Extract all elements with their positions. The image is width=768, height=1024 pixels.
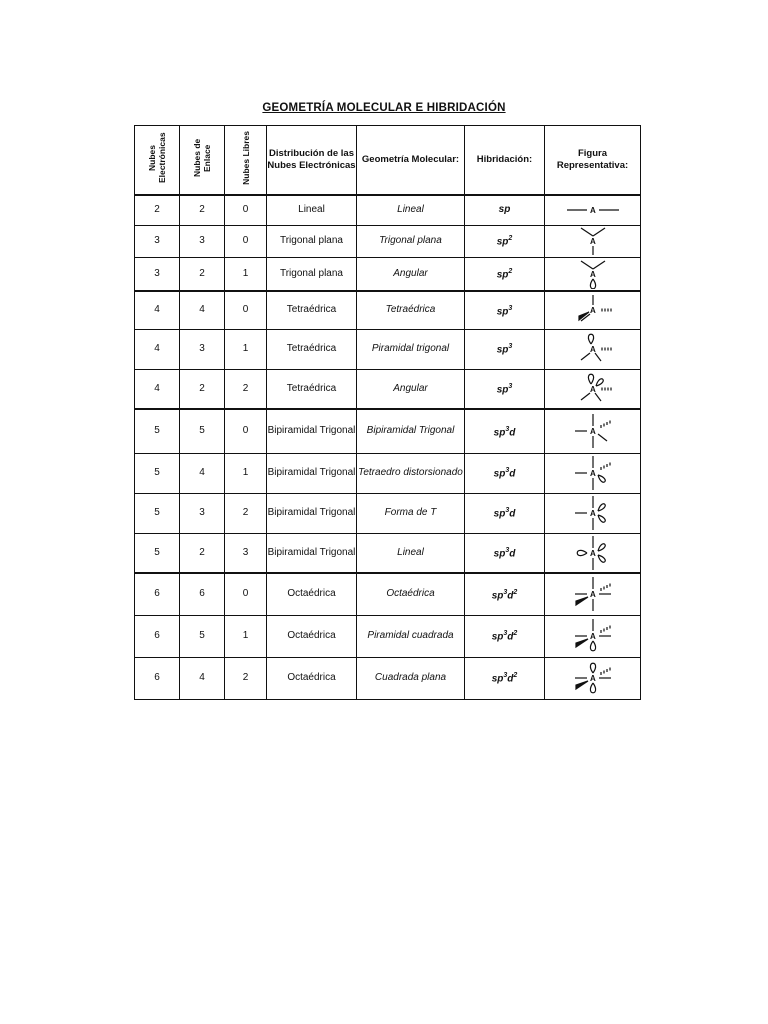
nubes-libres-cell: 0	[225, 573, 267, 615]
molecule-figure	[548, 455, 638, 491]
geometria-cell: Forma de T	[357, 493, 465, 533]
nubes-electronicas-cell: 3	[135, 225, 180, 257]
hyb-base: sp	[496, 305, 509, 317]
figura-cell	[545, 493, 641, 533]
geometria-cell: Tetraédrica	[357, 291, 465, 329]
header-nubes-electronicas-label: Nubes Electrónicas	[147, 132, 167, 184]
bond-line	[581, 261, 593, 269]
nubes-electronicas-cell: 2	[135, 195, 180, 225]
nubes-enlace-cell: 3	[180, 329, 225, 369]
table-row	[135, 329, 641, 369]
nubes-electronicas-cell: 5	[135, 409, 180, 453]
figura-cell	[545, 533, 641, 573]
central-atom-label: A	[589, 548, 596, 558]
lone-pair-lobe	[590, 279, 595, 289]
hyb-base: sp	[493, 548, 506, 560]
distribucion-cell: Lineal	[267, 195, 357, 225]
header-row	[135, 126, 641, 196]
geometry-table	[134, 125, 641, 700]
distribucion-cell: Tetraédrica	[267, 291, 357, 329]
central-atom-label: A	[589, 427, 596, 437]
geometria-cell: Piramidal cuadrada	[357, 615, 465, 657]
geometria-cell: Lineal	[357, 533, 465, 573]
figura-cell	[545, 657, 641, 699]
table-row	[135, 493, 641, 533]
hyb-base: sp	[496, 269, 509, 281]
hyb-p-exponent: 2	[508, 268, 513, 276]
nubes-libres-cell: 0	[225, 195, 267, 225]
nubes-libres-cell: 1	[225, 453, 267, 493]
nubes-libres-cell: 2	[225, 369, 267, 409]
hyb-p-exponent: 3	[508, 343, 513, 351]
hyb-d: d	[509, 548, 516, 560]
wedge-bond	[576, 639, 588, 647]
hyb-p-exponent: 3	[503, 588, 508, 596]
distribucion-cell: Bipiramidal Trigonal	[267, 493, 357, 533]
molecule-figure	[548, 293, 638, 327]
header-hibridacion: Hibridación:	[465, 126, 545, 196]
header-nubes-libres-label: Nubes Libres	[240, 131, 251, 185]
geometria-cell: Tetraedro distorsionado	[357, 453, 465, 493]
figura-cell	[545, 615, 641, 657]
bond-line	[595, 393, 601, 401]
figura-cell	[545, 329, 641, 369]
lone-pair-lobe	[598, 544, 605, 551]
nubes-enlace-cell: 2	[180, 533, 225, 573]
hibridacion-cell	[465, 453, 545, 493]
nubes-electronicas-cell: 3	[135, 257, 180, 291]
nubes-libres-cell: 1	[225, 329, 267, 369]
table-row	[135, 195, 641, 225]
table-row	[135, 615, 641, 657]
hyb-p-exponent: 3	[508, 304, 513, 312]
table-row	[135, 257, 641, 291]
distribucion-cell: Trigonal plana	[267, 225, 357, 257]
header-geometria: Geometría Molecular:	[357, 126, 465, 196]
hyb-p-exponent: 3	[505, 507, 510, 515]
header-figura: Figura Representativa:	[545, 126, 641, 196]
nubes-enlace-cell: 5	[180, 615, 225, 657]
hibridacion-cell	[465, 257, 545, 291]
central-atom-label: A	[589, 237, 596, 246]
nubes-enlace-cell: 2	[180, 257, 225, 291]
distribucion-cell: Bipiramidal Trigonal	[267, 533, 357, 573]
central-atom-label: A	[589, 306, 596, 316]
bond-line	[593, 228, 605, 236]
molecule-figure	[548, 535, 638, 571]
hyb-d-exponent: 2	[513, 588, 518, 596]
figura-cell	[545, 409, 641, 453]
wedge-bond	[576, 681, 588, 689]
hyb-p-exponent: 3	[505, 425, 510, 433]
molecule-figure	[548, 659, 638, 697]
nubes-electronicas-cell: 5	[135, 533, 180, 573]
hyb-d-exponent: 2	[513, 672, 518, 680]
nubes-electronicas-cell: 4	[135, 291, 180, 329]
geometria-cell: Octaédrica	[357, 573, 465, 615]
molecule-figure	[548, 371, 638, 407]
figura-cell	[545, 195, 641, 225]
table-row	[135, 573, 641, 615]
hyb-base: sp	[491, 631, 504, 643]
molecule-figure	[548, 575, 638, 613]
distribucion-cell: Tetraédrica	[267, 369, 357, 409]
hyb-base: sp	[493, 508, 506, 520]
nubes-electronicas-cell: 6	[135, 573, 180, 615]
geometria-cell: Lineal	[357, 195, 465, 225]
lone-pair-lobe	[590, 683, 595, 693]
nubes-enlace-cell: 4	[180, 453, 225, 493]
nubes-enlace-cell: 2	[180, 195, 225, 225]
table-row	[135, 657, 641, 699]
figura-cell	[545, 453, 641, 493]
lone-pair-lobe	[588, 334, 593, 344]
figura-cell	[545, 257, 641, 291]
nubes-electronicas-cell: 4	[135, 329, 180, 369]
geometria-cell: Cuadrada plana	[357, 657, 465, 699]
table-row	[135, 453, 641, 493]
hyb-d: d	[509, 508, 516, 520]
lone-pair-lobe	[588, 374, 593, 384]
geometria-cell: Angular	[357, 369, 465, 409]
hyb-d: d	[509, 468, 516, 480]
central-atom-label: A	[589, 469, 596, 478]
hibridacion-cell	[465, 573, 545, 615]
header-nubes-enlace	[180, 126, 225, 196]
nubes-libres-cell: 0	[225, 409, 267, 453]
hibridacion-cell	[465, 329, 545, 369]
lone-pair-lobe	[598, 555, 605, 562]
lone-pair-lobe	[598, 475, 605, 482]
hyb-base: sp	[496, 344, 509, 356]
hyb-p-exponent: 3	[505, 467, 510, 475]
nubes-enlace-cell: 4	[180, 657, 225, 699]
lone-pair-lobe	[598, 515, 605, 522]
hyb-p-exponent: 3	[508, 383, 513, 391]
molecule-figure	[548, 331, 638, 367]
nubes-enlace-cell: 5	[180, 409, 225, 453]
lone-pair-lobe	[590, 641, 595, 651]
geometria-cell: Angular	[357, 257, 465, 291]
central-atom-label: A	[589, 590, 596, 600]
bond-line	[595, 353, 601, 361]
figura-cell	[545, 291, 641, 329]
header-nubes-electronicas	[135, 126, 180, 196]
central-atom-label: A	[589, 674, 596, 683]
molecule-figure	[548, 227, 638, 255]
table-row	[135, 225, 641, 257]
table-row	[135, 369, 641, 409]
nubes-libres-cell: 1	[225, 257, 267, 291]
table-row	[135, 409, 641, 453]
central-atom-label: A	[589, 509, 596, 518]
nubes-enlace-cell: 3	[180, 225, 225, 257]
hyb-base: sp	[496, 384, 509, 396]
hyb-d: d	[507, 631, 514, 643]
nubes-electronicas-cell: 6	[135, 615, 180, 657]
hibridacion-cell	[465, 409, 545, 453]
hibridacion-cell	[465, 225, 545, 257]
nubes-enlace-cell: 6	[180, 573, 225, 615]
geometria-cell: Piramidal trigonal	[357, 329, 465, 369]
nubes-electronicas-cell: 6	[135, 657, 180, 699]
nubes-enlace-cell: 4	[180, 291, 225, 329]
table-row	[135, 533, 641, 573]
table-body	[135, 195, 641, 699]
distribucion-cell: Trigonal plana	[267, 257, 357, 291]
hibridacion-cell	[465, 369, 545, 409]
hyb-d: d	[507, 589, 514, 601]
nubes-libres-cell: 3	[225, 533, 267, 573]
distribucion-cell: Octaédrica	[267, 573, 357, 615]
hyb-base: sp	[498, 204, 511, 216]
lone-pair-lobe	[596, 379, 603, 386]
distribucion-cell: Octaédrica	[267, 615, 357, 657]
molecule-figure	[548, 411, 638, 451]
nubes-electronicas-cell: 5	[135, 493, 180, 533]
distribucion-cell: Octaédrica	[267, 657, 357, 699]
hyb-p-exponent: 3	[503, 630, 508, 638]
nubes-libres-cell: 0	[225, 291, 267, 329]
bond-line	[598, 434, 607, 441]
hyb-d-exponent: 2	[513, 630, 518, 638]
hyb-base: sp	[491, 673, 504, 685]
page-title: GEOMETRÍA MOLECULAR E HIBRIDACIÓN	[262, 102, 506, 114]
figura-cell	[545, 369, 641, 409]
molecule-figure	[548, 259, 638, 289]
central-atom-label: A	[589, 345, 596, 354]
hyb-base: sp	[491, 589, 504, 601]
wedge-bond	[576, 597, 588, 605]
hyb-p-exponent: 2	[508, 235, 513, 243]
figura-cell	[545, 573, 641, 615]
distribucion-cell: Tetraédrica	[267, 329, 357, 369]
nubes-electronicas-cell: 5	[135, 453, 180, 493]
bond-line	[581, 393, 590, 400]
nubes-libres-cell: 2	[225, 493, 267, 533]
bond-line	[581, 353, 590, 360]
distribucion-cell: Bipiramidal Trigonal	[267, 409, 357, 453]
bond-line	[581, 228, 593, 236]
nubes-libres-cell: 1	[225, 615, 267, 657]
central-atom-label: A	[589, 269, 596, 279]
lone-pair-lobe	[590, 663, 595, 673]
hibridacion-cell	[465, 493, 545, 533]
molecule-figure	[548, 617, 638, 655]
distribucion-cell: Bipiramidal Trigonal	[267, 453, 357, 493]
hibridacion-cell	[465, 195, 545, 225]
hibridacion-cell	[465, 291, 545, 329]
hibridacion-cell	[465, 615, 545, 657]
figura-cell	[545, 225, 641, 257]
geometria-cell: Bipiramidal Trigonal	[357, 409, 465, 453]
hyb-base: sp	[496, 236, 509, 248]
hyb-base: sp	[493, 468, 506, 480]
geometria-cell: Trigonal plana	[357, 225, 465, 257]
hibridacion-cell	[465, 533, 545, 573]
nubes-libres-cell: 2	[225, 657, 267, 699]
nubes-enlace-cell: 3	[180, 493, 225, 533]
hyb-d: d	[509, 426, 516, 438]
hibridacion-cell	[465, 657, 545, 699]
hyb-p-exponent: 3	[505, 547, 510, 555]
hyb-base: sp	[493, 426, 506, 438]
header-distribucion: Distribución de las Nubes Electrónicas	[267, 126, 357, 196]
header-nubes-enlace-label: Nubes de Enlace	[192, 138, 212, 178]
nubes-electronicas-cell: 4	[135, 369, 180, 409]
lone-pair-lobe	[577, 550, 587, 555]
table-row	[135, 291, 641, 329]
hyb-p-exponent: 3	[503, 672, 508, 680]
hyb-d: d	[507, 673, 514, 685]
nubes-libres-cell: 0	[225, 225, 267, 257]
central-atom-label: A	[589, 384, 596, 394]
lone-pair-lobe	[598, 504, 605, 511]
molecule-figure	[548, 495, 638, 531]
bond-line	[593, 261, 605, 269]
molecule-figure	[548, 197, 638, 223]
central-atom-label: A	[589, 206, 596, 216]
central-atom-label: A	[589, 632, 596, 641]
nubes-enlace-cell: 2	[180, 369, 225, 409]
header-nubes-libres	[225, 126, 267, 196]
